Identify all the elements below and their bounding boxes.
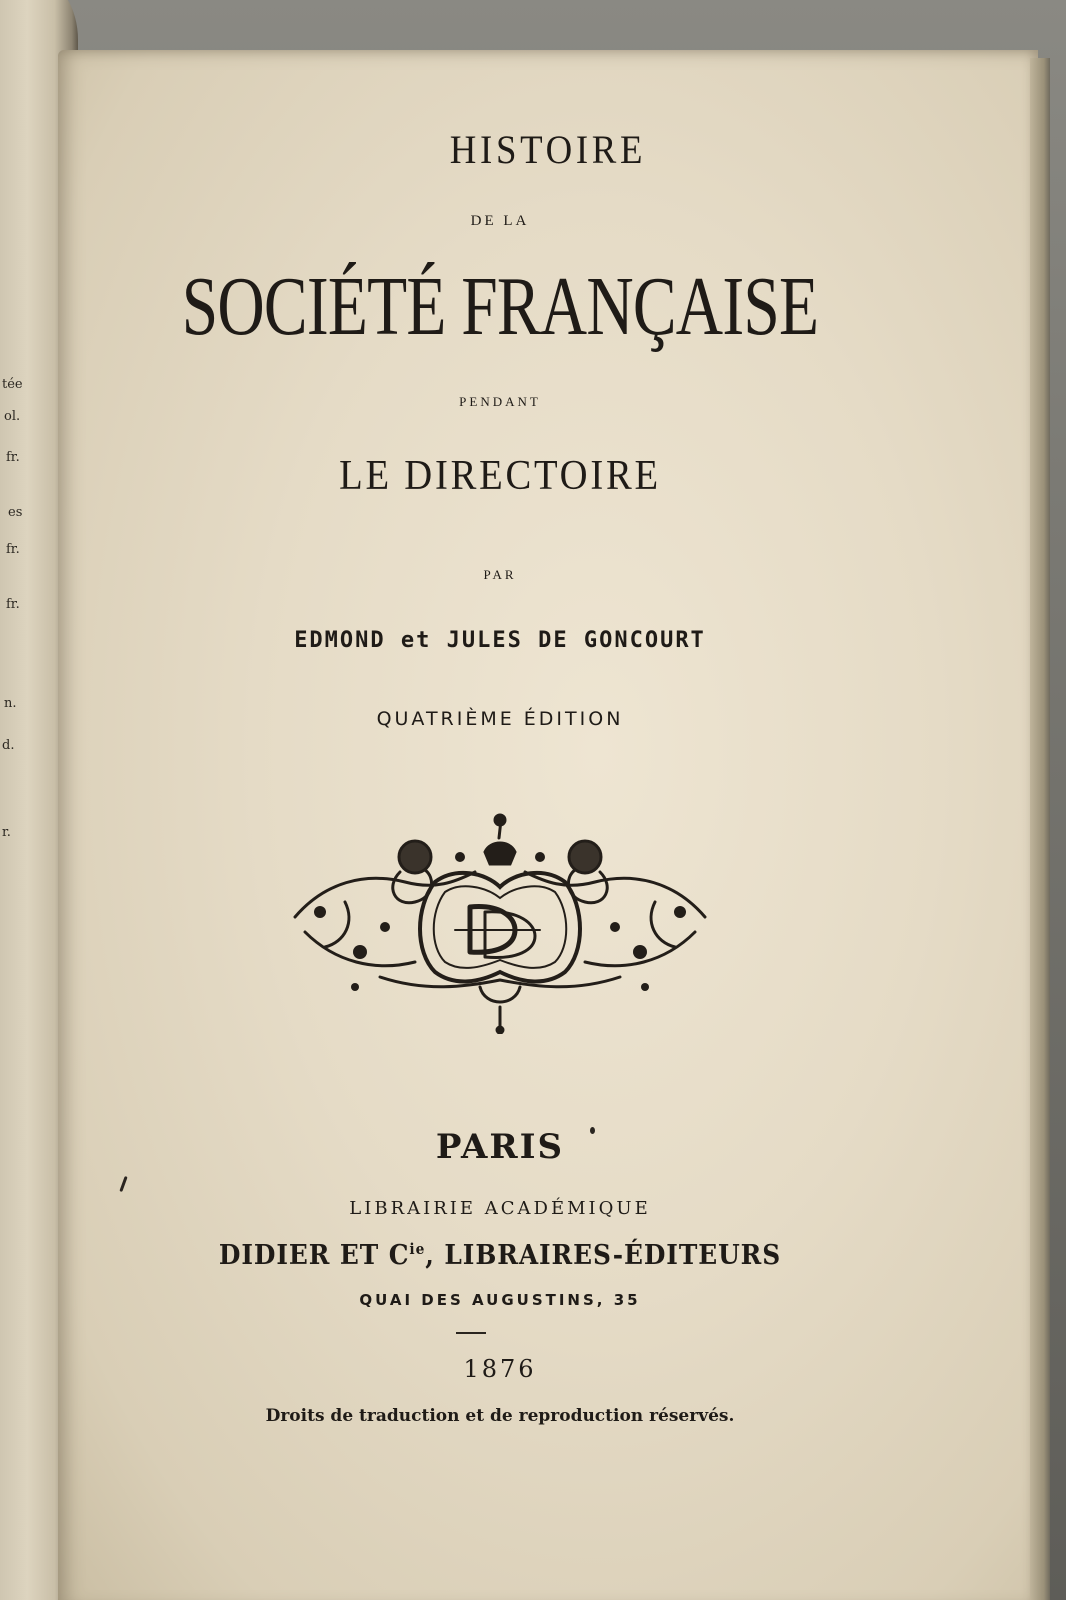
ink-speck: [590, 1127, 595, 1134]
imprint-year: 1876: [463, 1355, 537, 1383]
publisher-superscript: ie: [409, 1240, 426, 1258]
facing-page-fragment: tée: [2, 377, 23, 392]
edition-line: QUATRIÈME ÉDITION: [376, 708, 624, 730]
facing-page-fragment: n.: [4, 696, 17, 711]
publisher-name: DIDIER ET C: [218, 1240, 410, 1271]
publisher-line-1: LIBRAIRIE ACADÉMIQUE: [349, 1198, 651, 1219]
facing-page-fragment: d.: [2, 738, 15, 753]
ornamental-publisher-device-icon: [285, 812, 715, 1034]
facing-page-fragment: r.: [2, 825, 11, 840]
title-de-la: DE LA: [470, 213, 530, 229]
facing-page-fragment: fr.: [6, 542, 20, 557]
title-par: PAR: [483, 567, 517, 582]
publisher-line-2: [123, 1240, 877, 1271]
page-edge: [1030, 58, 1050, 1600]
divider-rule: [456, 1332, 486, 1334]
publisher-role: , LIBRAIRES-ÉDITEURS: [425, 1240, 782, 1271]
facing-page-fragment: ol.: [4, 409, 21, 424]
facing-page-fragment: fr.: [6, 597, 20, 612]
facing-page-fragment: fr.: [6, 450, 20, 465]
publisher-address: QUAI DES AUGUSTINS, 35: [359, 1291, 641, 1309]
main-title: SOCIÉTÉ FRANÇAISE: [181, 260, 819, 353]
title-pendant: PENDANT: [459, 394, 541, 409]
imprint-place: PARIS: [435, 1127, 565, 1167]
rights-notice: Droits de traduction et de reproduction réservés.: [265, 1406, 735, 1426]
facing-page-fragment: es: [8, 505, 23, 520]
subject-title: LE DIRECTOIRE: [339, 453, 661, 499]
title-histoire: HISTOIRE: [449, 127, 647, 172]
authors-line: EDMOND et JULES DE GONCOURT: [294, 628, 706, 653]
